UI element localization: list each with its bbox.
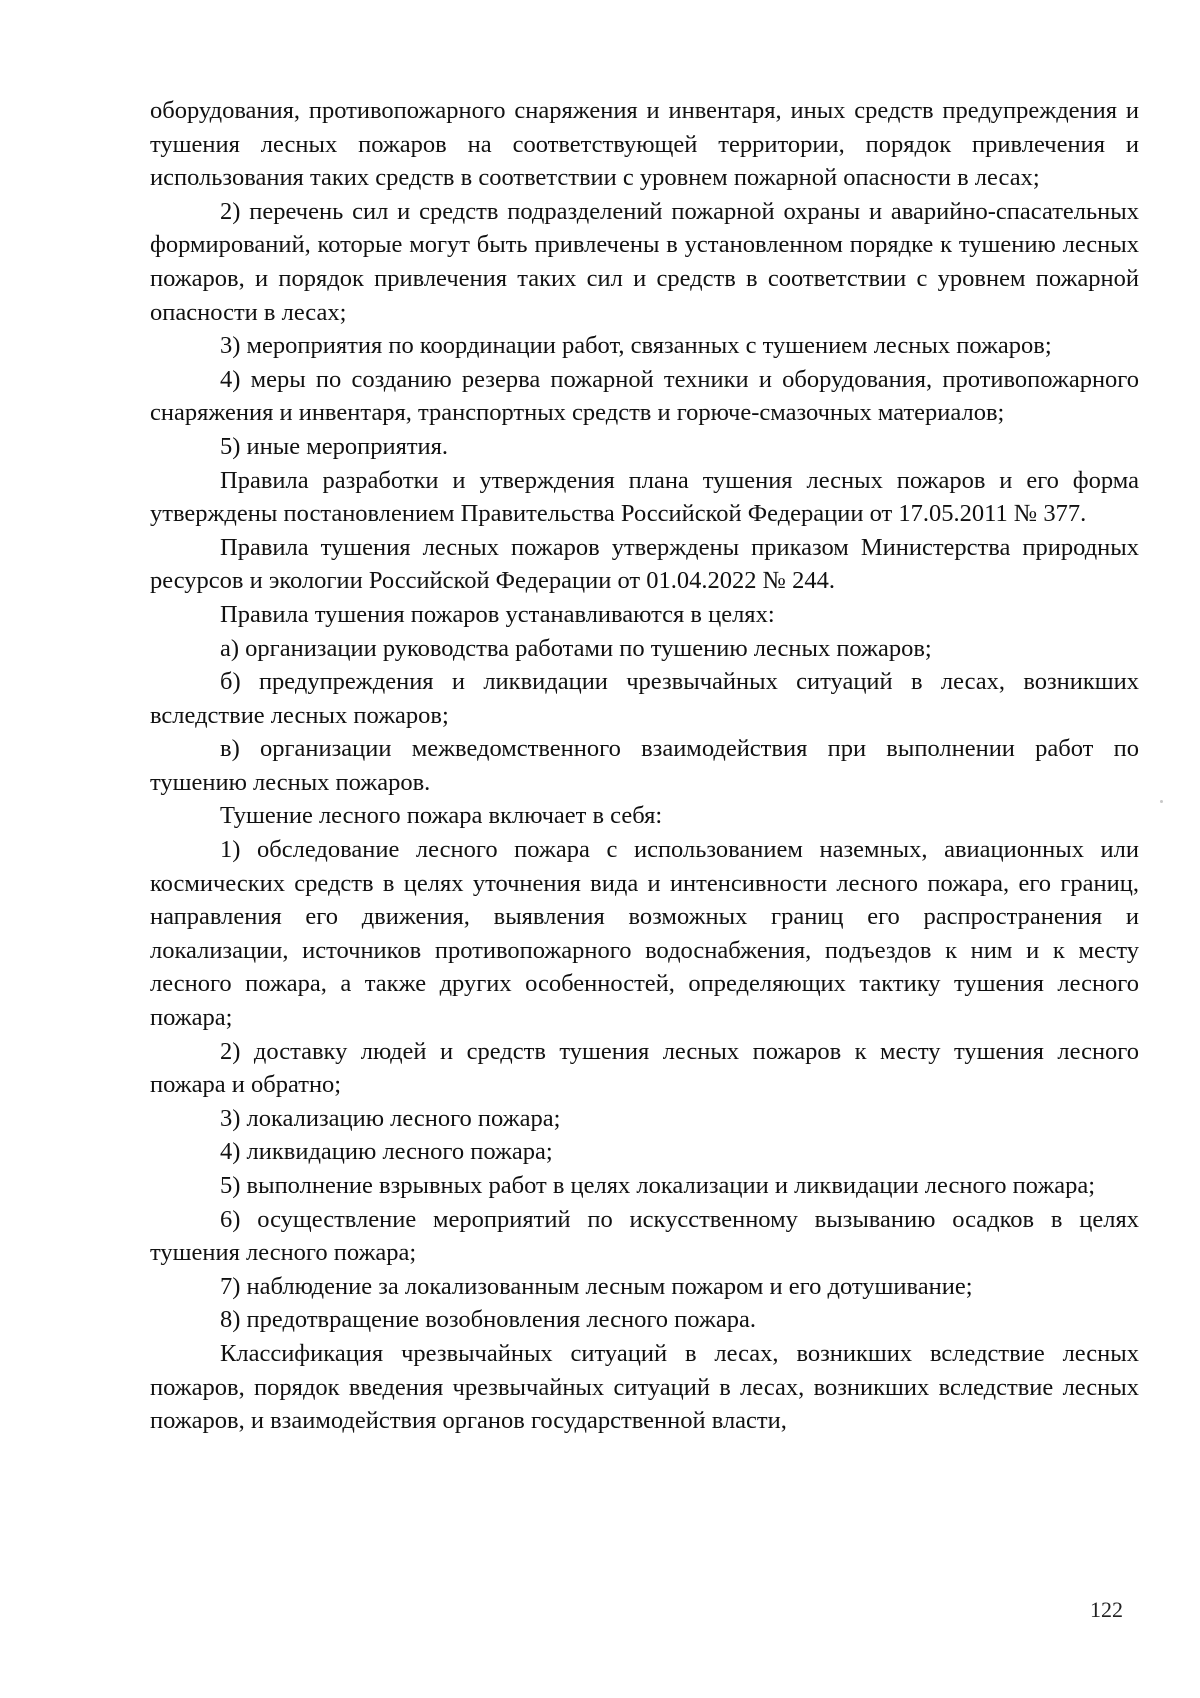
list-item: 5) иные мероприятия. — [220, 432, 449, 460]
list-item: в) организации межведомственного взаимодействия при выполнении работ по тушению лесных пожаров. — [150, 735, 1139, 796]
paragraph: Тушение лесного пожара включает в себя: — [220, 802, 663, 830]
page-number: 122 — [1090, 1597, 1123, 1622]
list-item: 2) перечень сил и средств подразделений пожарной охраны и аварийно-спасательных формирований, которые могут быть привлечены в установленном порядке к тушению лесных пожаров, и порядок привлечения таких сил и средств в соответствии с уровнем пожарной опасности в лесах; — [150, 197, 1139, 326]
list-item: 1) обследование лесного пожара с использованием наземных, авиационных или космических средств в целях уточнения вида и интенсивности лесного пожара, его границ, направления его движения, выявления возможных границ его распространения и локализации, источников противопожарного водоснабжения, подъездов к ним и к месту лесного пожара, а также других особенностей, определяющих тактику тушения лесного пожара; — [150, 836, 1139, 1032]
list-item: 3) мероприятия по координации работ, связанных с тушением лесных пожаров; — [220, 332, 1052, 360]
paragraph: Классификация чрезвычайных ситуаций в лесах, возникших вследствие лесных пожаров, порядок введения чрезвычайных ситуаций в лесах, возникших вследствие лесных пожаров, и взаимодействия органов государственной власти, — [150, 1339, 1139, 1435]
list-item: 8) предотвращение возобновления лесного пожара. — [220, 1306, 756, 1334]
paragraph: Правила тушения лесных пожаров утверждены приказом Министерства природных ресурсов и экологии Российской Федерации от 01.04.2022 № 244. — [150, 533, 1139, 595]
paragraph: Правила тушения пожаров устанавливаются в целях: — [220, 600, 775, 628]
list-item: 6) осуществление мероприятий по искусственному вызыванию осадков в целях тушения лесного пожара; — [150, 1205, 1139, 1267]
paragraph: Правила разработки и утверждения плана тушения лесных пожаров и его форма утверждены постановлением Правительства Российской Федерации от 17.05.2011 № 377. — [150, 466, 1139, 528]
list-item: 5) выполнение взрывных работ в целях локализации и ликвидации лесного пожара; — [220, 1172, 1096, 1199]
paragraph: оборудования, противопожарного снаряжения и инвентаря, иных средств предупреждения и тушения лесных пожаров на соответствующей территории, порядок привлечения и использования таких средств в соответствии с уровнем пожарной опасности в лесах; — [150, 97, 1139, 192]
scan-speck — [1160, 800, 1163, 803]
list-item: 7) наблюдение за локализованным лесным пожаром и его дотушивание; — [220, 1272, 973, 1300]
list-item: а) организации руководства работами по тушению лесных пожаров; — [220, 634, 932, 662]
list-item: б) предупреждения и ликвидации чрезвычайных ситуаций в лесах, возникших вследствие лесных пожаров; — [150, 668, 1139, 729]
list-item: 4) ликвидацию лесного пожара; — [220, 1138, 553, 1166]
list-item: 4) меры по созданию резерва пожарной техники и оборудования, противопожарного снаряжения и инвентаря, транспортных средств и горюче-смазочных материалов; — [150, 365, 1139, 427]
document-body — [150, 94, 1139, 1438]
list-item: 3) локализацию лесного пожара; — [220, 1104, 561, 1132]
list-item: 2) доставку людей и средств тушения лесных пожаров к месту тушения лесного пожара и обратно; — [150, 1037, 1139, 1099]
